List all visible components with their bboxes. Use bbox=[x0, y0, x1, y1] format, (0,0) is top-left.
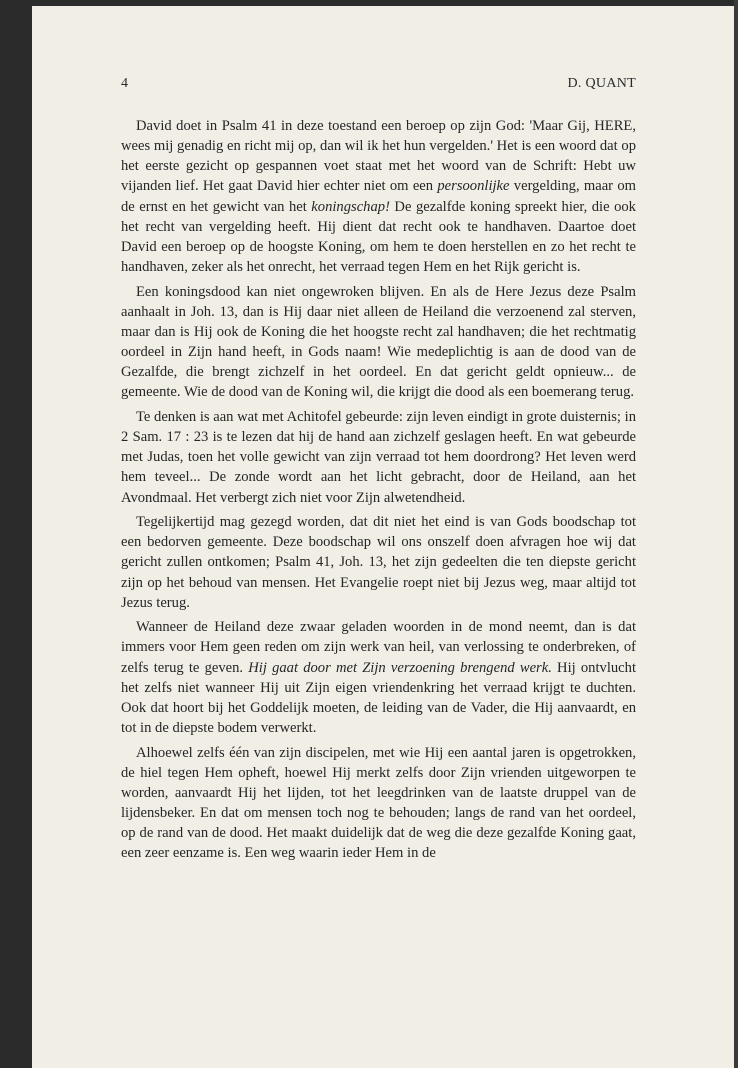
paragraph bbox=[121, 512, 636, 613]
text-segment: Wanneer de Heiland deze zwaar geladen woorden in de mond neemt, dan is dat immers voor Hem geen reden om zijn werk van heil, van verlossing te onderbreken, of zelfs terug te geven. bbox=[121, 619, 636, 676]
scan-edge-left bbox=[0, 0, 32, 1068]
text-segment: Alhoewel zelfs één van zijn discipelen, met wie Hij een aantal jaren is opgetrokken, de hiel tegen Hem opheft, hoewel Hij merkt zelfs door Zijn vrienden uitgeworpen te worden, aanvaardt Hij het lijden, tot het leegdrinken van de laatste druppel van de lijdensbeker. En dat om mensen toch nog te behouden; langs de rand van het oordeel, op de rand van de dood. Het maakt duidelijk dat de weg die deze gezalfde Koning gaat, een zeer eenzame is. Een weg waarin ieder Hem in de bbox=[121, 744, 636, 862]
text-segment: Hij ontvlucht het zelfs niet wanneer Hij uit Zijn eigen vriendenkring het verraad krijgt te duchten. Ook dat hoort bij het Goddelijk moeten, de leiding van de Vader, die Hij aanvaardt, en tot in de diepste bodem verwerkt. bbox=[121, 659, 636, 737]
text-segment: vergelding, maar om de ernst en het gewicht van het bbox=[121, 178, 636, 215]
paragraph bbox=[121, 617, 636, 738]
text-segment: Een koningsdood kan niet ongewroken blijven. En als de Here Jezus deze Psalm aanhaalt in Joh. 13, dan is Hij daar niet alleen de Heiland die verzoenend zal sterven, maar dan is Hij ook de Koning die het hoogste recht zal handhaven; die het rechtmatig oordeel in Zijn hand heeft, in Gods naam! Wie medeplichtig is aan de dood van de Gezalfde, die brengt zichzelf in het oordeel. En dat gericht geldt opnieuw... de gemeente. Wie de dood van de Koning wil, die krijgt die dood als een boemerang terug. bbox=[121, 283, 636, 401]
running-head bbox=[121, 76, 636, 96]
body-text bbox=[121, 116, 636, 868]
text-segment: Tegelijkertijd mag gezegd worden, dat dit niet het eind is van Gods boodschap tot een bedorven gemeente. Deze boodschap wil ons onszelf doen afvragen hoe wij dat gericht zullen ontkomen; Psalm 41, Joh. 13, het zijn gedeelten die ten diepste gericht zijn op het behoud van mensen. Het Evangelie roept niet bij Jezus weg, maar altijd tot Jezus terug. bbox=[121, 514, 636, 611]
paragraph bbox=[121, 743, 636, 864]
paragraph bbox=[121, 407, 636, 508]
emphasis-verzoening: Hij gaat door met Zijn verzoening brengend werk. bbox=[248, 659, 552, 676]
text-segment: Te denken is aan wat met Achitofel gebeurde: zijn leven eindigt in grote duisternis; in 2 Sam. 17 : 23 is te lezen dat hij de hand aan zichzelf geslagen heeft. En wat gebeurde met Judas, toen het volle gewicht van zijn verraad tot hem doordrong? Het leven werd hem teveel... De zonde wordt aan het licht gebracht, door de Heiland, aan het Avondmaal. Het verbergt zich niet voor Zijn alwetendheid. bbox=[121, 408, 636, 506]
emphasis-persoonlijke: persoonlijke bbox=[437, 178, 510, 195]
paragraph bbox=[121, 282, 636, 403]
text-segment: David doet in Psalm 41 in deze toestand een beroep op zijn God: 'Maar Gij, HERE, wees mij genadig en richt mij op, dan wil ik het hun vergelden.' Het is een woord dat op het eerste gezicht op gespannen voet staat met het woord van de Schrift: Hebt uw vijanden lief. Het gaat David hier echter niet om een bbox=[121, 118, 636, 195]
emphasis-koningschap: koningschap! bbox=[311, 198, 390, 215]
scan-edge-right bbox=[734, 0, 738, 1068]
paragraph bbox=[121, 116, 636, 277]
page-number: 4 bbox=[121, 76, 128, 91]
text-segment: De gezalfde koning spreekt hier, die ook het recht van vergelding heeft. Hij dient dat recht ook te handhaven. Daartoe doet David een beroep op de hoogste Koning, om hem te doen herstellen en zo het recht te handhaven, zeker als het onrecht, het verraad tegen Hem en het Rijk gericht is. bbox=[121, 198, 636, 276]
scan-edge-top bbox=[0, 0, 738, 6]
running-head-author: D. QUANT bbox=[567, 76, 636, 91]
